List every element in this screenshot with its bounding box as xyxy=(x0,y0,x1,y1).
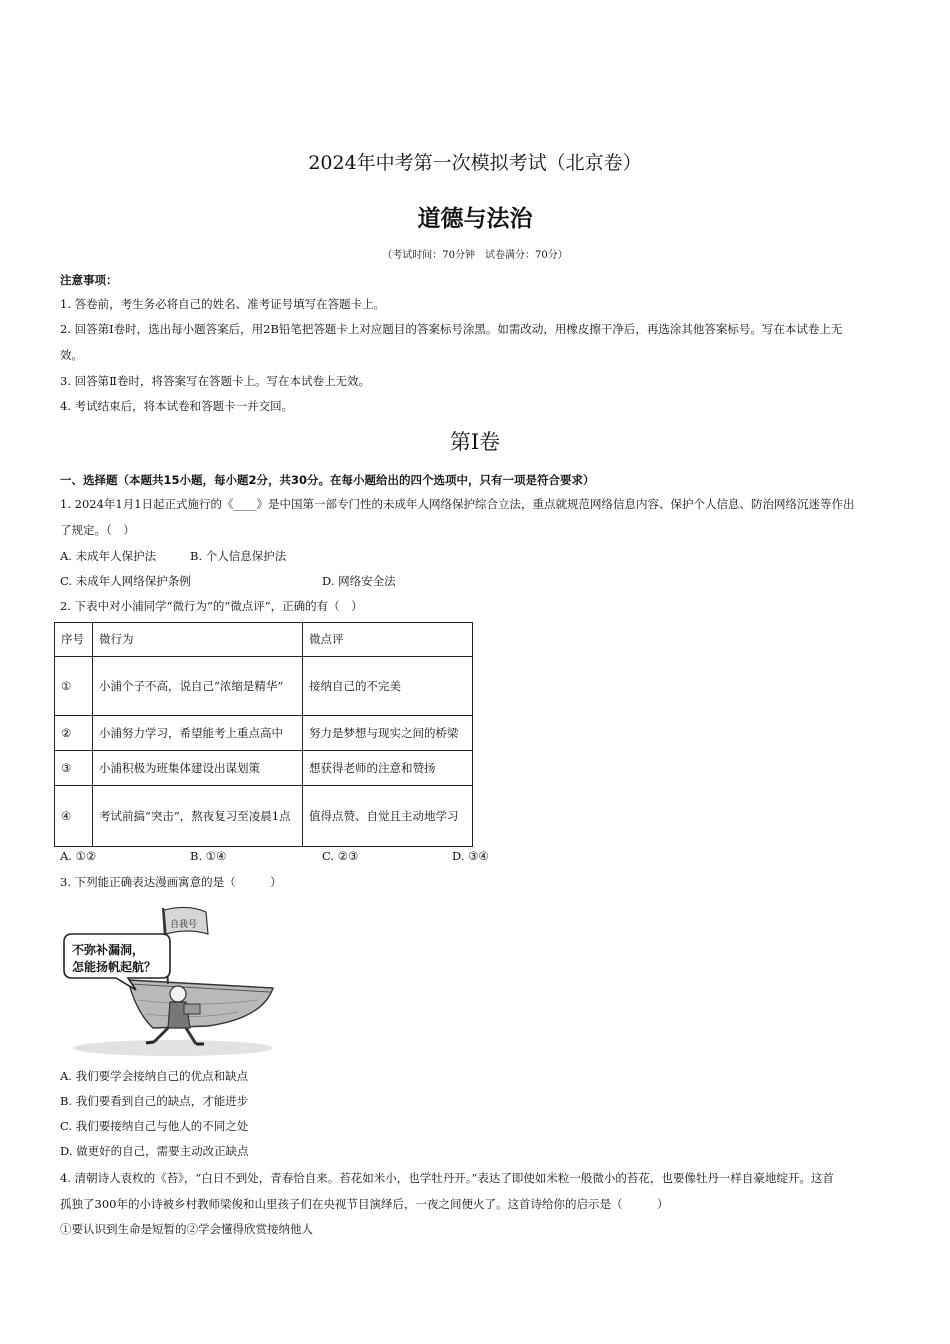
table-cell: 值得点赞、自觉且主动地学习 xyxy=(303,786,473,847)
q1-option-d[interactable]: D. 网络安全法 xyxy=(322,574,396,588)
table-row xyxy=(55,716,473,751)
q1-option-b[interactable]: B. 个人信息保护法 xyxy=(190,549,287,563)
ground-shadow xyxy=(73,1040,273,1056)
q4-stem: 孤独了300年的小诗被乡村教师梁俊和山里孩子们在央视节目演绎后，一夜之间便火了。这首诗给你的启示是（ ） xyxy=(60,1197,669,1211)
note-item: 3. 回答第Ⅱ卷时，将答案写在答题卡上。写在本试卷上无效。 xyxy=(60,374,370,388)
table-header-cell: 微点评 xyxy=(303,623,473,657)
table-cell: ① xyxy=(55,657,93,716)
table-row xyxy=(55,786,473,847)
exam-info: （考试时间：70分钟 试卷满分：70分） xyxy=(382,250,568,261)
q4-stem: 4. 清朝诗人袁枚的《苔》，“白日不到处，青春恰自来。苔花如米小，也学牡丹开。”表达了即使如米粒一般微小的苔花，也要像牡丹一样自豪地绽开。这首 xyxy=(60,1171,834,1185)
note-item: 1. 答卷前，考生务必将自己的姓名、准考证号填写在答题卡上。 xyxy=(60,297,386,311)
note-item: 效。 xyxy=(60,348,83,362)
q1-option-a[interactable]: A. 未成年人保护法 xyxy=(60,549,157,563)
table-cell: ③ xyxy=(55,751,93,786)
table-cell: 努力是梦想与现实之间的桥梁 xyxy=(303,716,473,751)
table-cell: 小浦积极为班集体建设出谋划策 xyxy=(93,751,303,786)
table-cell: ② xyxy=(55,716,93,751)
table-row xyxy=(55,657,473,716)
q2-table xyxy=(54,622,473,847)
table-cell: 考试前搞“突击”，熬夜复习至凌晨1点 xyxy=(93,786,303,847)
table-cell: ④ xyxy=(55,786,93,847)
bubble-text-line1: 不弥补漏洞， xyxy=(72,943,145,957)
note-item: 4. 考试结束后，将本试卷和答题卡一并交回。 xyxy=(60,399,294,413)
section-heading: 一、选择题（本题共15小题，每小题2分，共30分。在每小题给出的四个选项中，只有一项是符合要求） xyxy=(60,473,595,487)
q1-stem: 了规定。（ ） xyxy=(60,523,135,537)
table-cell: 小浦个子不高，说自己“浓缩是精华” xyxy=(93,657,303,716)
q4-statements: ①要认识到生命是短暂的②学会懂得欣赏接纳他人 xyxy=(60,1222,313,1236)
q3-option-d[interactable]: D. 做更好的自己，需要主动改正缺点 xyxy=(60,1144,249,1158)
q2-option-d[interactable]: D. ③④ xyxy=(452,849,489,863)
q3-option-b[interactable]: B. 我们要看到自己的缺点，才能进步 xyxy=(60,1094,249,1108)
cartoon-image xyxy=(58,900,283,1060)
q3-option-c[interactable]: C. 我们要接纳自己与他人的不同之处 xyxy=(60,1119,249,1133)
note-item: 2. 回答第Ⅰ卷时，选出每小题答案后，用2B铅笔把答题卡上对应题目的答案标号涂黑。如需改动，用橡皮擦干净后，再选涂其他答案标号。写在本试卷上无 xyxy=(60,322,843,336)
notes-title: 注意事项： xyxy=(60,273,118,287)
table-header-row xyxy=(55,623,473,657)
bubble-text-line2: 怎能扬帆起航？ xyxy=(72,960,157,974)
table-cell: 接纳自己的不完美 xyxy=(303,657,473,716)
q2-option-c[interactable]: C. ②③ xyxy=(322,849,359,863)
q3-option-a[interactable]: A. 我们要学会接纳自己的优点和缺点 xyxy=(60,1069,249,1083)
flag-text: 自我号 xyxy=(170,920,198,930)
table-cell: 小浦努力学习，希望能考上重点高中 xyxy=(93,716,303,751)
subject-title: 道德与法治 xyxy=(417,205,533,232)
q2-option-b[interactable]: B. ①④ xyxy=(190,849,227,863)
exam-title: 2024年中考第一次模拟考试（北京卷） xyxy=(308,152,642,174)
q2-stem: 2. 下表中对小浦同学“微行为”的“微点评”，正确的有（ ） xyxy=(60,599,363,613)
table-header-cell: 微行为 xyxy=(93,623,303,657)
q2-option-a[interactable]: A. ①② xyxy=(60,849,97,863)
table-cell: 想获得老师的注意和赞扬 xyxy=(303,751,473,786)
q1-stem: 1. 2024年1月1日起正式施行的《____》是中国第一部专门性的未成年人网络保护综合立法，重点就规范网络信息内容、保护个人信息、防治网络沉迷等作出 xyxy=(60,497,855,511)
q3-stem: 3. 下列能正确表达漫画寓意的是（ ） xyxy=(60,875,282,889)
q1-option-c[interactable]: C. 未成年人网络保护条例 xyxy=(60,574,191,588)
table-header-cell: 序号 xyxy=(55,623,93,657)
part-title: 第Ⅰ卷 xyxy=(449,430,501,454)
table-row xyxy=(55,751,473,786)
